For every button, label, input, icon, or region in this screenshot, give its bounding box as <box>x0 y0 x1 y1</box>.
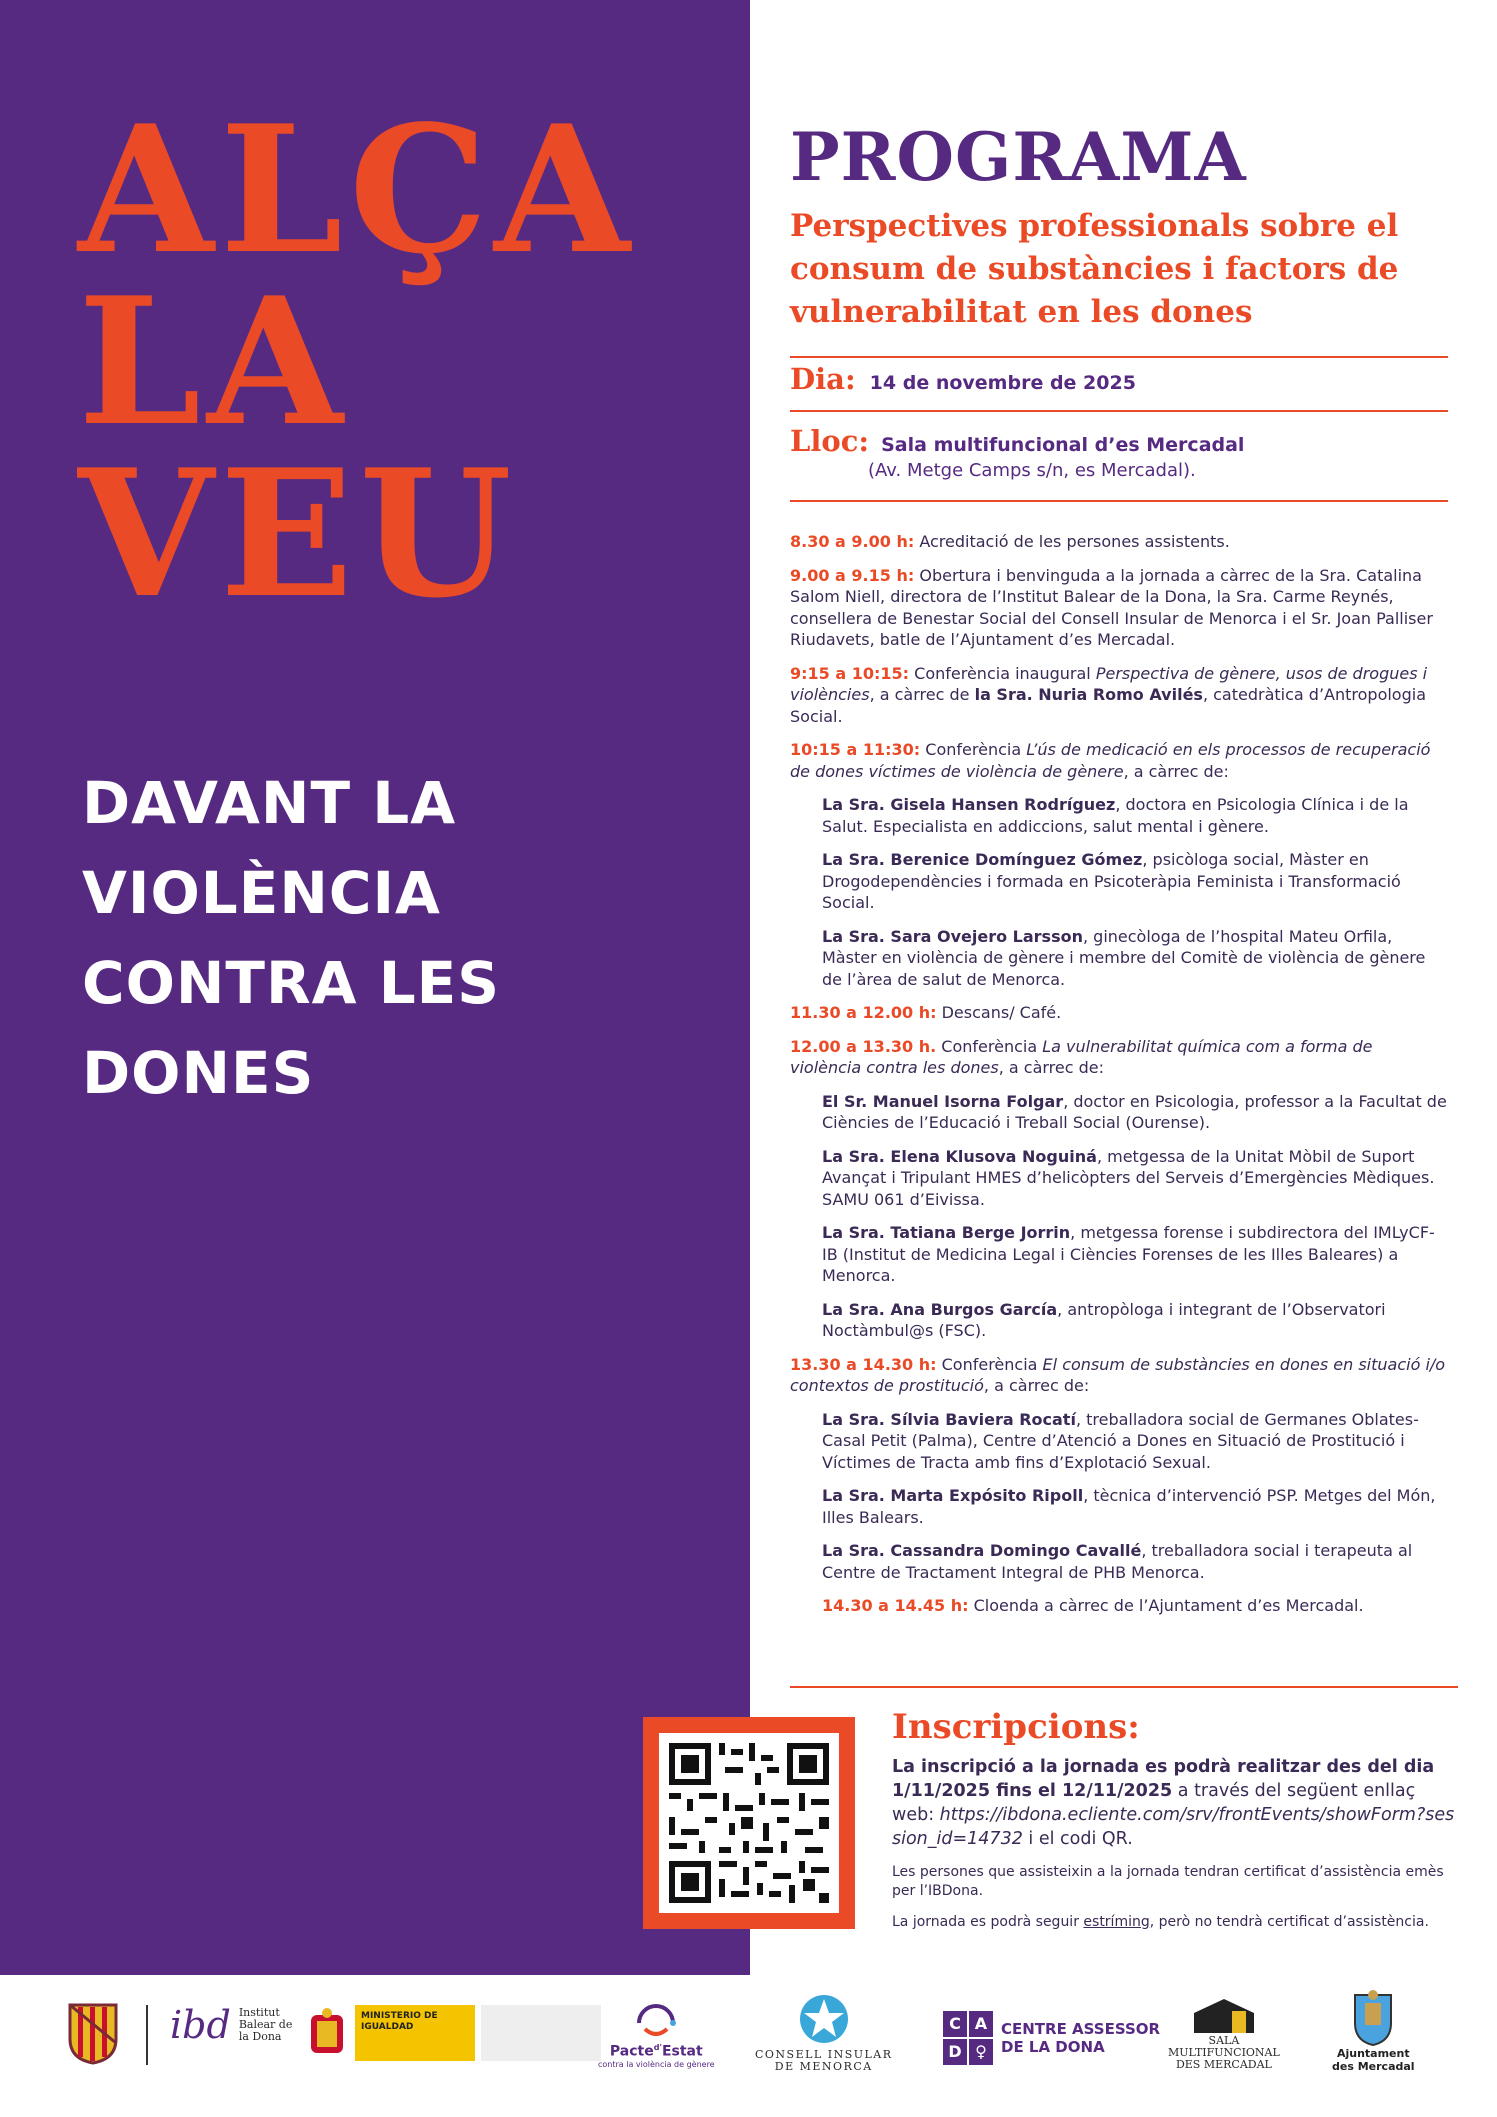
speaker-name: La Sra. Sara Ovejero Larsson <box>822 926 1083 946</box>
title-line-2: LA <box>78 260 349 465</box>
consell-insular-logo <box>755 1993 893 2073</box>
schedule-text: Conferència <box>941 1354 1038 1374</box>
left-subtitle <box>82 758 722 1118</box>
subtitle-line-2: CONTRA LES DONES <box>82 949 501 1107</box>
schedule-time: 9:15 a 10:15: <box>790 663 910 683</box>
speaker <box>822 849 1448 914</box>
schedule-text: Conferència <box>941 1036 1038 1056</box>
pacte-title <box>610 2043 703 2060</box>
speaker-desc: , treballadora social i terapeuta al Centre de Tractament Integral de PHB Menorca. <box>822 1541 1413 1582</box>
speaker-desc: , doctora en Psicologia Clínica i de la Salut. Especialista en addiccions, salut mental i gènere. <box>822 795 1409 836</box>
streaming-note-pre: La jornada es podrà seguir <box>892 1914 1084 1930</box>
location-address: (Av. Metge Camps s/n, es Mercadal). <box>868 460 1196 481</box>
consell-line: DE MENORCA <box>774 2060 873 2073</box>
streaming-note-post: , però no tendrà certificat d’assistència. <box>1149 1914 1429 1930</box>
schedule-text: , catedràtica d’Antropologia Social. <box>790 685 1426 726</box>
registration-mid: a través del següent enllaç web: <box>892 1781 1416 1825</box>
schedule-time: 12.00 a 13.30 h. <box>790 1036 937 1056</box>
speaker-name: la Sra. Nuria Romo Avilés <box>974 685 1203 704</box>
speaker <box>822 1409 1448 1474</box>
schedule-text: Cloenda a càrrec de l’Ajuntament d’es Mercadal. <box>973 1596 1364 1615</box>
schedule-item <box>790 739 1448 782</box>
title-line-1: ALÇA <box>78 88 636 293</box>
speaker <box>822 926 1448 991</box>
schedule-text: Acreditació de les persones assistents. <box>919 532 1230 551</box>
schedule-text: , a càrrec de: <box>1123 761 1229 781</box>
cad-line: DE LA DONA <box>1001 2038 1105 2056</box>
female-symbol-icon: ♀ <box>969 2039 993 2065</box>
pacte-word: Estat <box>661 2043 703 2060</box>
conference-title: L’ús de medicació en els processos de recuperació de dones víctimes de violència de gènere <box>790 740 1431 781</box>
schedule-text: Conferència inaugural <box>914 663 1091 683</box>
speaker <box>822 1540 1448 1583</box>
sala-text <box>1168 2035 1280 2071</box>
schedule-item <box>790 531 1448 553</box>
ajuntament-line: des Mercadal <box>1332 2060 1415 2073</box>
divider <box>790 410 1448 412</box>
registration-dates: La inscripció a la jornada es podrà realitzar des del dia 1/11/2025 fins el 12/11/2025 <box>892 1757 1435 1801</box>
ajuntament-text <box>1332 2047 1415 2073</box>
schedule-text: , a càrrec de: <box>983 1376 1090 1395</box>
pacte-word: Pacte <box>609 2043 654 2060</box>
streaming-link[interactable]: estríming <box>1083 1914 1150 1930</box>
schedule-time: 8.30 a 9.00 h: <box>790 532 915 551</box>
pacte-estat-logo <box>598 2003 715 2069</box>
schedule-text: Descans/ Café. <box>941 1003 1062 1022</box>
consell-text <box>755 2049 893 2073</box>
pacte-subtitle: contra la violència de gènere <box>598 2059 715 2069</box>
registration-link[interactable]: https://ibdona.ecliente.com/srv/frontEvents/showForm?session_id=14732 <box>892 1805 1455 1849</box>
speaker-desc: , metgessa forense i subdirectora del IMLyCF-IB (Institut de Medicina Legal i Ciències Forenses de les Illes Baleares) a Menorca. <box>822 1223 1435 1285</box>
speaker-name: El Sr. Manuel Isorna Folgar <box>822 1091 1064 1111</box>
cad-letter: C <box>943 2011 967 2037</box>
speaker <box>822 1485 1448 1528</box>
speaker-name: La Sra. Sílvia Baviera Rocatí <box>822 1409 1076 1429</box>
schedule-time: 13.30 a 14.30 h: <box>790 1354 937 1374</box>
speaker <box>822 1091 1448 1134</box>
conference-title: La vulnerabilitat química com a forma de violència contra les dones <box>790 1036 1373 1077</box>
schedule-time: 11.30 a 12.00 h: <box>790 1003 937 1022</box>
speaker <box>822 1299 1448 1342</box>
sala-multifuncional-logo <box>1168 1997 1280 2071</box>
date-value: 14 de novembre de 2025 <box>869 372 1136 394</box>
ajuntament-shield-icon <box>1351 1989 1395 2047</box>
schedule-text: Conferència <box>925 740 1022 759</box>
speaker-name: La Sra. Marta Expósito Ripoll <box>822 1486 1084 1505</box>
balearic-shield-icon <box>68 2003 118 2065</box>
conference-title: El consum de substàncies en dones en situació i/o contextos de prostitució <box>790 1354 1446 1395</box>
ibd-line: Balear de <box>238 2018 293 2031</box>
footer-logos <box>0 1975 1497 2117</box>
ibd-logo-text <box>239 2007 293 2043</box>
speaker-desc: , doctor en Psicologia, professor a la Facultat de Ciències de l’Educació i Treball Social (Ourense). <box>822 1091 1447 1132</box>
speaker <box>822 1222 1448 1287</box>
registration-block <box>892 1707 1462 1932</box>
schedule-text: Obertura i benvinguda a la jornada a càrrec de la Sra. Catalina Salom Niell, directora de l’Institut Balear de la Dona, la Sra. Carme Reynés, consellera de Benestar Social del Consell Insular de Menorca i el Sr. Joan Palliser Riudavets, batle de l’Ajuntament d’es Mercadal. <box>790 565 1433 649</box>
speaker <box>822 1146 1448 1211</box>
pacte-smile-icon <box>633 2003 679 2043</box>
schedule-item <box>790 565 1448 651</box>
main-title <box>78 88 718 637</box>
building-icon <box>1192 1997 1256 2035</box>
divider <box>146 2005 148 2065</box>
ibd-logo <box>170 2003 292 2047</box>
ministerio-secretaria-block <box>481 2005 601 2061</box>
schedule-text: , a càrrec de <box>869 685 970 704</box>
speaker-name: La Sra. Ana Burgos García <box>822 1299 1058 1319</box>
program-subtitle: Perspectives professionals sobre el consum de substàncies i factors de vulnerabilitat en les dones <box>790 208 1399 330</box>
location-block <box>790 424 1244 481</box>
speaker-name: La Sra. Cassandra Domingo Cavallé <box>822 1541 1142 1560</box>
cad-letter: D <box>943 2039 967 2065</box>
subtitle-line-1: DAVANT LA VIOLÈNCIA <box>82 769 457 927</box>
sala-line: SALA <box>1208 2034 1240 2047</box>
registration-text <box>892 1755 1462 1851</box>
consell-line: CONSELL INSULAR <box>755 2048 893 2061</box>
ministerio-label: MINISTERIO DE IGUALDAD <box>355 2005 475 2061</box>
consell-star-icon <box>798 1993 850 2045</box>
spain-coat-of-arms-icon <box>305 2007 349 2059</box>
location-label: Lloc: <box>790 424 870 458</box>
speaker-desc: , psicòloga social, Màster en Drogodependències i formada en Psicoteràpia Feminista i Transformació Social. <box>822 850 1401 912</box>
divider <box>790 1686 1458 1688</box>
ajuntament-line: Ajuntament <box>1336 2047 1410 2060</box>
streaming-note <box>892 1913 1462 1932</box>
govern-balear-logo <box>68 2003 118 2065</box>
cad-letter: A <box>969 2011 993 2037</box>
registration-end: i el codi QR. <box>1022 1829 1133 1849</box>
location-value: Sala multifuncional d’es Mercadal <box>881 434 1245 456</box>
qr-code-frame <box>643 1717 855 1929</box>
schedule-time: 9.00 a 9.15 h: <box>790 565 915 585</box>
centre-assessor-logo <box>943 2011 1160 2065</box>
schedule <box>790 531 1448 1617</box>
schedule-time: 14.30 a 14.45 h: <box>822 1596 969 1615</box>
cad-grid-icon <box>943 2011 993 2065</box>
ministerio-logo <box>305 2005 601 2061</box>
ibd-mark-icon: ibd <box>170 2003 231 2047</box>
schedule-item <box>790 1354 1448 1397</box>
schedule-item <box>822 1595 1448 1617</box>
schedule-text: , a càrrec de: <box>998 1058 1105 1077</box>
speaker-desc: , metgessa de la Unitat Mòbil de Suport Avançat i Tripulant HMES d’helicòpters del Serveis d’Emergències Mèdiques. SAMU 061 d’Eivissa. <box>822 1146 1435 1209</box>
pacte-word: d' <box>653 2043 662 2052</box>
cad-line: CENTRE ASSESSOR <box>1001 2020 1161 2038</box>
speaker-desc: , ginecòloga de l’hospital Mateu Orfila, Màster en violència de gènere i membre del Comitè de violència de gènere de l’àrea de salut de Menorca. <box>822 926 1426 989</box>
registration-title: Inscripcions: <box>892 1707 1140 1747</box>
certificate-note: Les persones que assisteixin a la jornada tendran certificat d’assistència emès per l’IBDona. <box>892 1864 1444 1899</box>
speaker-name: La Sra. Tatiana Berge Jorrin <box>822 1223 1071 1242</box>
schedule-time: 10:15 a 11:30: <box>790 740 921 759</box>
ibd-line: Institut <box>238 2006 280 2019</box>
sala-line: MULTIFUNCIONAL <box>1168 2046 1280 2059</box>
speaker <box>822 794 1448 837</box>
program-title: PROGRAMA <box>790 118 1247 196</box>
ajuntament-logo <box>1332 1989 1415 2073</box>
speaker-desc: , antropòloga i integrant de l’Observatori Noctàmbul@s (FSC). <box>822 1299 1386 1340</box>
qr-code-icon <box>659 1733 839 1913</box>
title-line-3: VEU <box>78 432 518 637</box>
divider <box>790 356 1448 358</box>
divider <box>790 500 1448 502</box>
schedule-item <box>790 1002 1448 1024</box>
sala-line: DES MERCADAL <box>1175 2058 1272 2071</box>
speaker-name: La Sra. Elena Klusova Noguiná <box>822 1146 1097 1166</box>
cad-text <box>1001 2020 1160 2056</box>
conference-title: Perspectiva de gènere, usos de drogues i violències <box>790 663 1428 704</box>
date-row <box>790 362 1136 396</box>
ibd-line: la Dona <box>238 2030 282 2043</box>
speaker-name: La Sra. Berenice Domínguez Gómez <box>822 850 1143 869</box>
speaker-desc: , treballadora social de Germanes Oblates-Casal Petit (Palma), Centre d’Atenció a Dones en Situació de Prostitució i Víctimes de Tracta amb fins d’Explotació Sexual. <box>822 1409 1419 1472</box>
date-label: Dia: <box>790 362 856 396</box>
speaker-name: La Sra. Gisela Hansen Rodríguez <box>822 795 1116 814</box>
schedule-item <box>790 663 1448 728</box>
schedule-item <box>790 1036 1448 1079</box>
speaker-desc: , tècnica d’intervenció PSP. Metges del Món, Illes Balears. <box>822 1486 1436 1527</box>
left-panel <box>0 0 750 1975</box>
qr-code[interactable] <box>659 1733 839 1913</box>
